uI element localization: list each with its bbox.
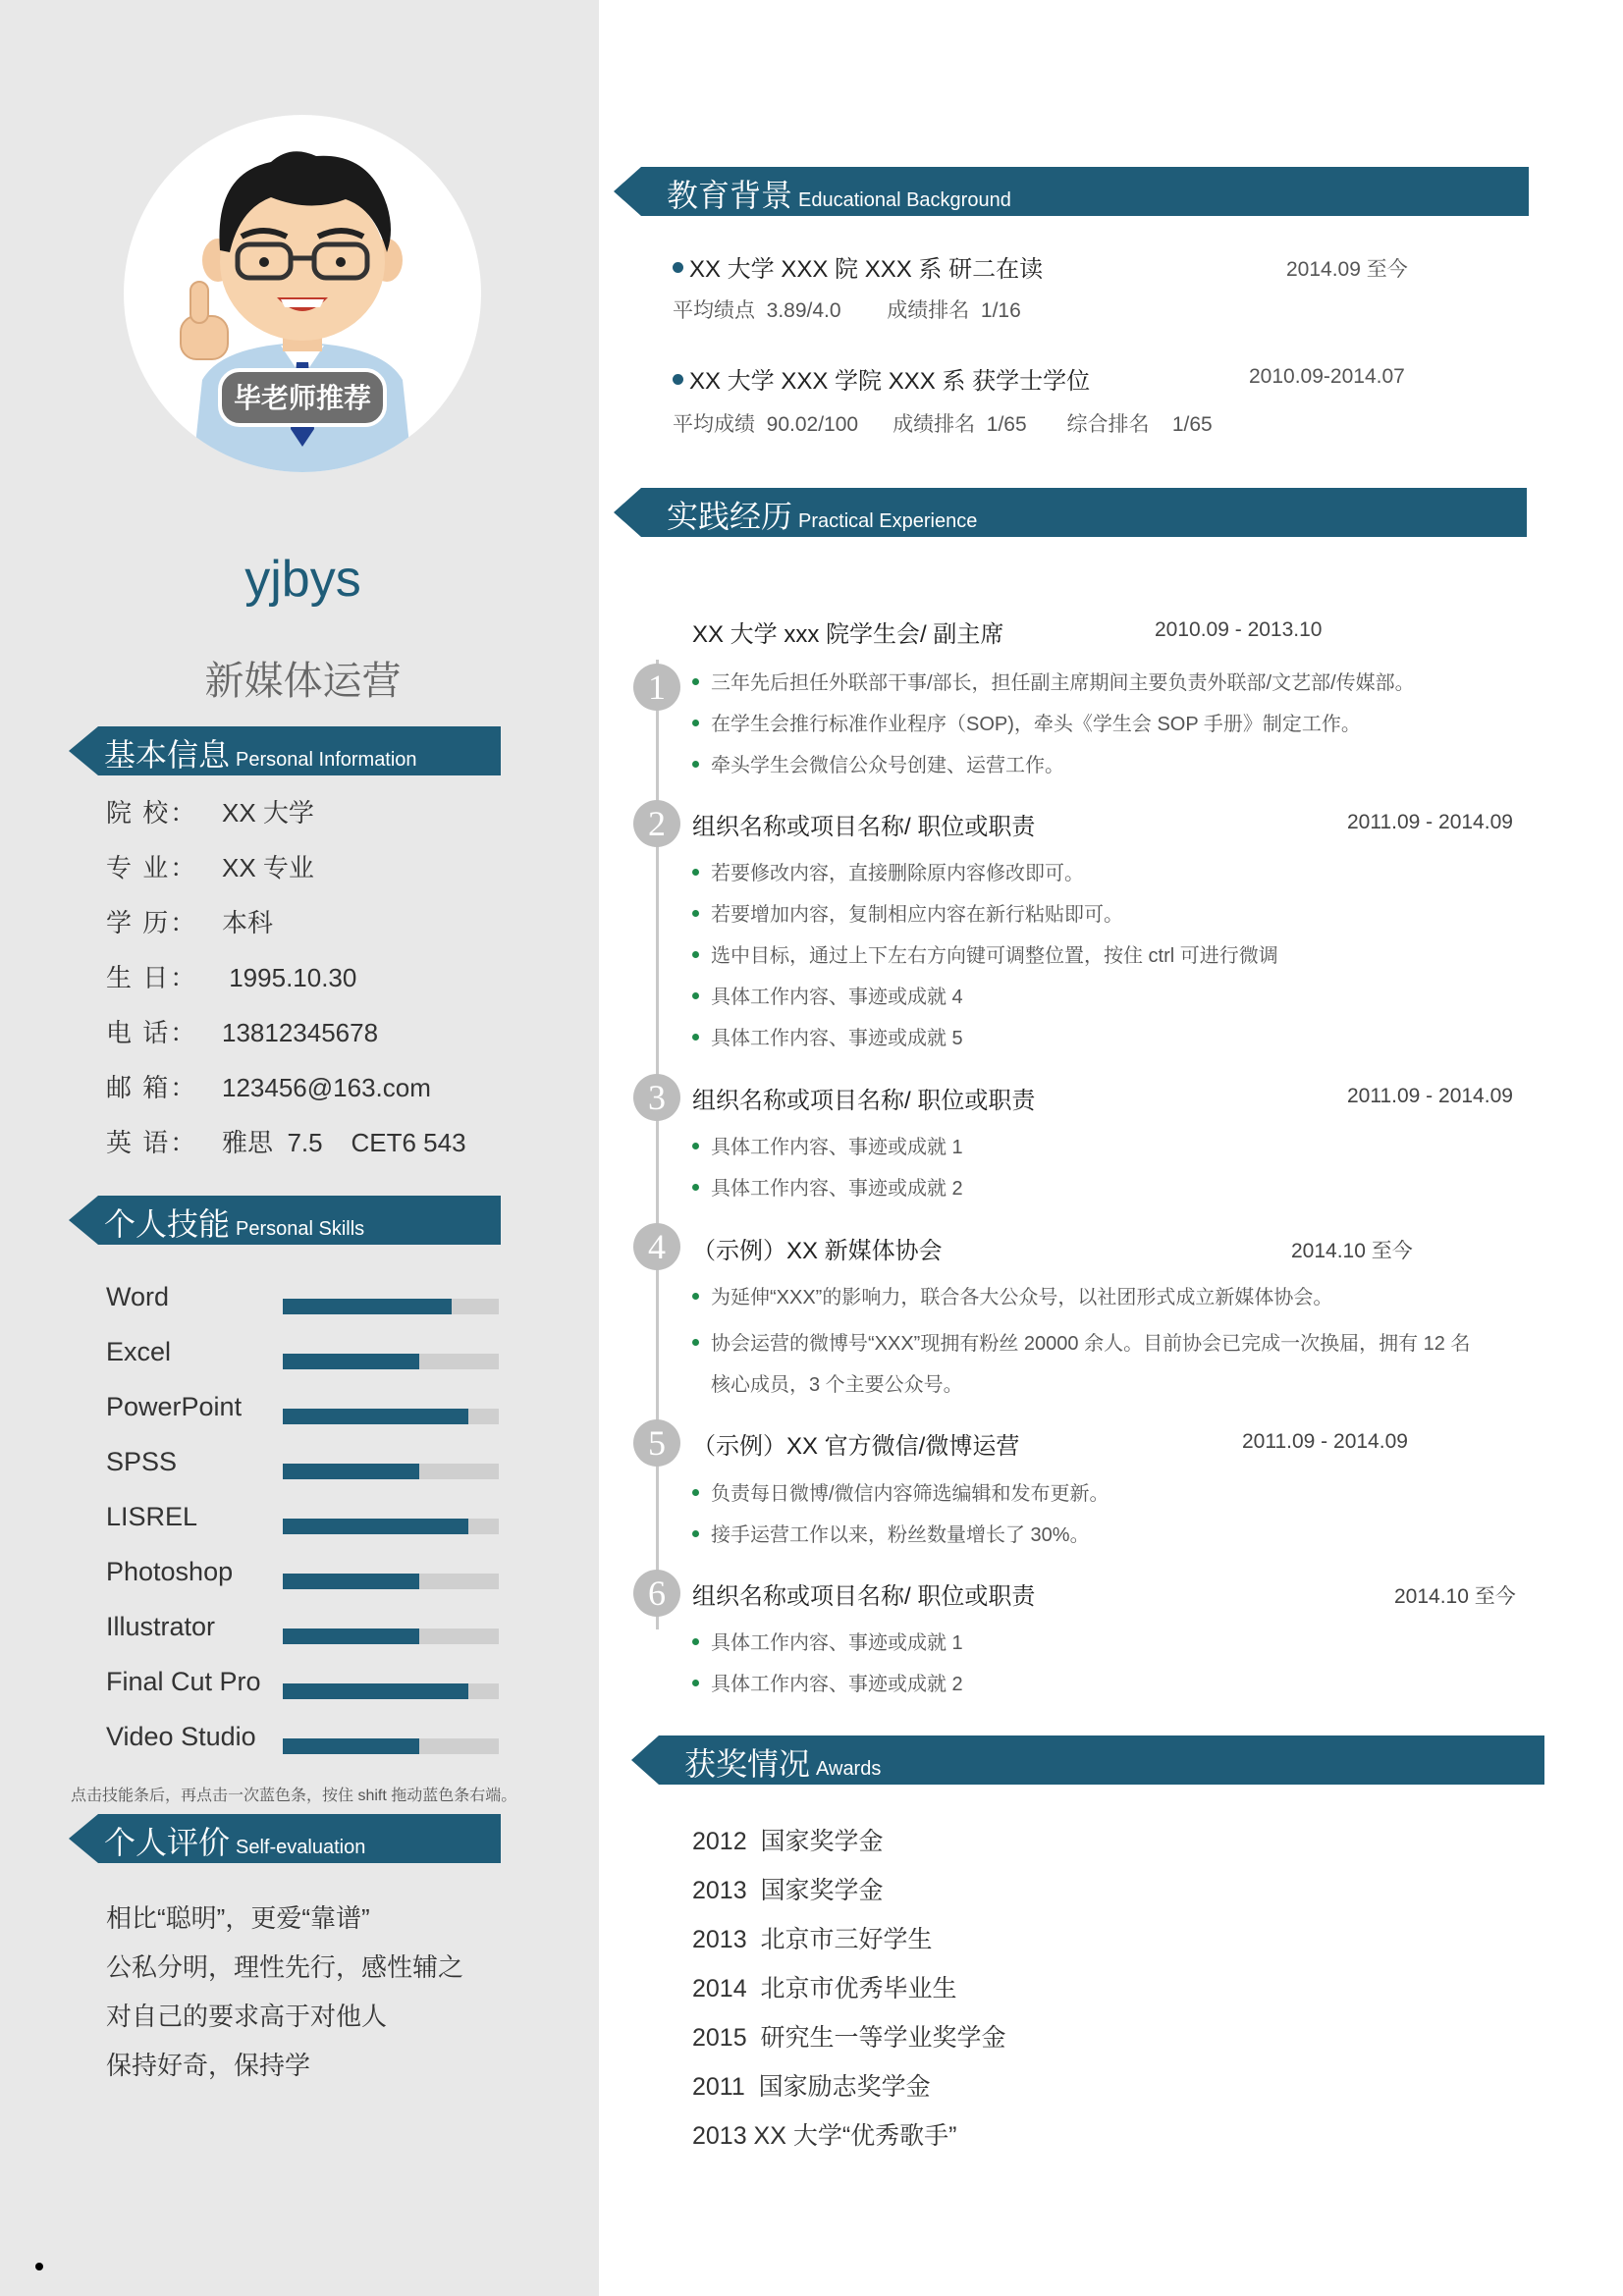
award-item: 2012 国家奖学金 xyxy=(692,1828,884,1855)
experience-item: 具体工作内容、事迹或成就 1 xyxy=(692,1627,963,1655)
info-row-major xyxy=(106,848,314,884)
experience-item: 在学生会推行标准作业程序（SOP)，牵头《学生会 SOP 手册》制定工作。 xyxy=(692,708,1361,736)
experience-entry-date: 2014.10 至今 xyxy=(1291,1240,1413,1262)
timeline-number: 5 xyxy=(633,1419,680,1467)
education-entry-detail: 平均绩点 3.89/4.0 成绩排名 1/16 xyxy=(673,299,1021,322)
skill-row xyxy=(106,1337,499,1376)
skill-bar-fill[interactable] xyxy=(283,1683,468,1699)
timeline-number: 4 xyxy=(633,1223,680,1270)
awards-banner xyxy=(631,1735,1544,1785)
experience-entry-title: （示例）XX 官方微信/微博运营 xyxy=(692,1433,1020,1460)
education-entry-title: XX 大学 XXX 院 XXX 系 研二在读 xyxy=(673,249,1043,284)
skill-name: Excel xyxy=(106,1337,172,1366)
skill-name: Final Cut Pro xyxy=(106,1667,261,1696)
bullet-icon xyxy=(692,992,699,999)
skill-bar-track[interactable] xyxy=(283,1683,499,1699)
info-row-school xyxy=(106,793,314,829)
experience-heading: 实践经历 xyxy=(667,499,793,534)
skill-bar-fill[interactable] xyxy=(283,1738,419,1754)
basic-info-heading-en: Personal Information xyxy=(236,749,417,771)
skill-row xyxy=(106,1502,499,1541)
info-label: 电 话： xyxy=(106,1018,198,1047)
award-item: 2013 国家奖学金 xyxy=(692,1877,884,1904)
skill-row xyxy=(106,1722,499,1761)
self-eval-banner xyxy=(69,1814,501,1863)
experience-item: 具体工作内容、事迹或成就 2 xyxy=(692,1172,963,1201)
self-eval-line: 相比“聪明”，更爱“靠谱” xyxy=(106,1903,370,1933)
bullet-icon xyxy=(673,262,683,273)
skill-bar-fill[interactable] xyxy=(283,1464,419,1479)
skill-bar-track[interactable] xyxy=(283,1464,499,1479)
award-item: 2013 北京市三好学生 xyxy=(692,1926,933,1953)
bullet-icon xyxy=(692,1638,699,1645)
education-entry-detail: 平均成绩 90.02/100 成绩排名 1/65 综合排名 1/65 xyxy=(673,413,1213,436)
timeline-number: 6 xyxy=(633,1570,680,1617)
skill-bar-fill[interactable] xyxy=(283,1574,419,1589)
skill-name: PowerPoint xyxy=(106,1392,243,1421)
skill-bar-track[interactable] xyxy=(283,1299,499,1314)
info-value: 1995.10.30 xyxy=(222,963,357,992)
education-heading: 教育背景 xyxy=(667,178,793,213)
experience-heading-en: Practical Experience xyxy=(798,510,978,532)
experience-entry-date: 2011.09 - 2014.09 xyxy=(1347,811,1513,833)
awards-heading: 获奖情况 xyxy=(684,1746,811,1782)
experience-entry-title: 组织名称或项目名称/ 职位或职责 xyxy=(692,1088,1036,1114)
timeline-number: 2 xyxy=(633,800,680,847)
experience-item: 三年先后担任外联部干事/部长，担任副主席期间主要负责外联部/文艺部/传媒部。 xyxy=(692,667,1415,695)
bullet-icon xyxy=(692,1034,699,1041)
info-row-degree xyxy=(106,903,273,939)
avatar xyxy=(124,115,481,472)
education-entry-title: XX 大学 XXX 学院 XXX 系 获学士学位 xyxy=(673,361,1090,396)
skill-bar-track[interactable] xyxy=(283,1738,499,1754)
skills-heading: 个人技能 xyxy=(104,1206,231,1242)
bullet-icon xyxy=(692,910,699,917)
experience-item: 选中目标，通过上下左右方向键可调整位置，按住 ctrl 可进行微调 xyxy=(692,939,1278,968)
bullet-icon xyxy=(692,678,699,685)
bullet-icon xyxy=(692,1293,699,1300)
experience-banner xyxy=(614,488,1527,537)
bullet-icon xyxy=(692,1143,699,1149)
info-value: 雅思 7.5 CET6 543 xyxy=(222,1128,466,1157)
experience-item: 牵头学生会微信公众号创建、运营工作。 xyxy=(692,749,1064,777)
info-label: 学 历： xyxy=(106,908,198,937)
award-item: 2011 国家励志奖学金 xyxy=(692,2073,931,2101)
bullet-icon xyxy=(692,951,699,958)
award-item: 2014 北京市优秀毕业生 xyxy=(692,1975,957,2002)
education-heading-en: Educational Background xyxy=(798,189,1011,211)
bullet-icon xyxy=(692,1339,699,1346)
education-entry-date: 2014.09 至今 xyxy=(1286,258,1408,281)
experience-item: 具体工作内容、事迹或成就 5 xyxy=(692,1022,963,1050)
info-value: 本科 xyxy=(222,908,274,937)
experience-item: 若要修改内容，直接删除原内容修改即可。 xyxy=(692,857,1084,885)
skill-bar-fill[interactable] xyxy=(283,1299,452,1314)
awards-heading-en: Awards xyxy=(816,1758,882,1780)
self-eval-heading: 个人评价 xyxy=(104,1825,231,1860)
self-eval-heading-en: Self-evaluation xyxy=(236,1837,366,1858)
bullet-icon xyxy=(692,1680,699,1686)
skill-bar-track[interactable] xyxy=(283,1354,499,1369)
bullet-icon xyxy=(692,1184,699,1191)
bullet-icon xyxy=(692,720,699,726)
experience-item-continuation: 核心成员，3 个主要公众号。 xyxy=(711,1374,963,1396)
bullet-icon xyxy=(673,374,683,385)
info-label: 专 业： xyxy=(106,853,198,882)
experience-item: 若要增加内容，复制相应内容在新行粘贴即可。 xyxy=(692,898,1123,927)
skill-name: Word xyxy=(106,1282,170,1311)
experience-item: 负责每日微博/微信内容筛选编辑和发布更新。 xyxy=(692,1477,1109,1506)
bullet-icon xyxy=(692,761,699,768)
self-eval-line: 保持好奇，保持学 xyxy=(106,2051,311,2080)
award-item: 2015 研究生一等学业奖学金 xyxy=(692,2024,1006,2052)
skill-bar-fill[interactable] xyxy=(283,1354,419,1369)
info-label: 邮 箱： xyxy=(106,1073,198,1102)
info-label: 院 校： xyxy=(106,798,198,828)
award-item: 2013 XX 大学“优秀歌手” xyxy=(692,2122,957,2150)
skill-name: Video Studio xyxy=(106,1722,256,1751)
info-value: 13812345678 xyxy=(222,1018,379,1047)
candidate-name: yjbys xyxy=(244,551,361,608)
skill-name: LISREL xyxy=(106,1502,198,1531)
info-row-birthday xyxy=(106,958,356,994)
education-entry-date: 2010.09-2014.07 xyxy=(1249,365,1405,388)
cartoon-portrait-icon xyxy=(124,115,481,472)
skill-bar-fill[interactable] xyxy=(283,1409,468,1424)
experience-entry-date: 2011.09 - 2014.09 xyxy=(1347,1085,1513,1107)
skills-banner xyxy=(69,1196,501,1245)
timeline-number: 1 xyxy=(633,664,680,711)
info-value: XX 专业 xyxy=(222,853,314,882)
experience-entry-date: 2010.09 - 2013.10 xyxy=(1155,618,1323,641)
info-value: XX 大学 xyxy=(222,798,314,828)
experience-entry-title: 组织名称或项目名称/ 职位或职责 xyxy=(692,814,1036,840)
bullet-icon xyxy=(692,1530,699,1537)
info-row-email xyxy=(106,1068,431,1104)
basic-info-banner xyxy=(69,726,501,775)
basic-info-heading: 基本信息 xyxy=(104,737,231,773)
info-value: 123456@163.com xyxy=(222,1073,431,1102)
skill-row xyxy=(106,1612,499,1651)
timeline-number: 3 xyxy=(633,1074,680,1121)
experience-entry-title: XX 大学 xxx 院学生会/ 副主席 xyxy=(692,621,1004,648)
skills-hint: 点击技能条后，再点击一次蓝色条，按住 shift 拖动蓝色条右端。 xyxy=(71,1788,517,1804)
skill-name: Illustrator xyxy=(106,1612,216,1641)
skill-bar-fill[interactable] xyxy=(283,1629,419,1644)
skill-row xyxy=(106,1557,499,1596)
skill-name: SPSS xyxy=(106,1447,178,1476)
experience-entry-date: 2014.10 至今 xyxy=(1394,1585,1516,1608)
avatar-caption: 毕老师推荐 xyxy=(233,382,372,414)
self-eval-line: 公私分明，理性先行，感性辅之 xyxy=(106,1952,464,1982)
education-banner xyxy=(614,167,1529,216)
skill-name: Photoshop xyxy=(106,1557,234,1586)
experience-item: 接手运营工作以来，粉丝数量增长了 30%。 xyxy=(692,1519,1090,1547)
skill-row xyxy=(106,1392,499,1431)
experience-item: 为延伸“XXX”的影响力，联合各大公众号，以社团形式成立新媒体协会。 xyxy=(692,1281,1332,1309)
skill-row xyxy=(106,1282,499,1321)
skills-heading-en: Personal Skills xyxy=(236,1218,365,1240)
experience-entry-title: （示例）XX 新媒体协会 xyxy=(692,1238,943,1264)
experience-entry-title: 组织名称或项目名称/ 职位或职责 xyxy=(692,1583,1036,1610)
skill-row xyxy=(106,1667,499,1706)
candidate-role: 新媒体运营 xyxy=(204,660,402,703)
page-marker-dot xyxy=(35,2263,43,2270)
experience-item: 具体工作内容、事迹或成就 1 xyxy=(692,1131,963,1159)
experience-item: 协会运营的微博号“XXX”现拥有粉丝 20000 余人。目前协会已完成一次换届，拥有 12 名 xyxy=(692,1327,1470,1356)
info-row-phone xyxy=(106,1013,378,1049)
experience-item: 具体工作内容、事迹或成就 4 xyxy=(692,981,963,1009)
info-row-english xyxy=(106,1123,466,1159)
skill-row xyxy=(106,1447,499,1486)
skill-bar-fill[interactable] xyxy=(283,1519,468,1534)
bullet-icon xyxy=(692,1489,699,1496)
bullet-icon xyxy=(692,869,699,876)
skill-bar-track[interactable] xyxy=(283,1574,499,1589)
self-eval-line: 对自己的要求高于对他人 xyxy=(106,2002,388,2031)
skill-bar-track[interactable] xyxy=(283,1629,499,1644)
skill-bar-track[interactable] xyxy=(283,1519,499,1534)
experience-entry-date: 2011.09 - 2014.09 xyxy=(1242,1430,1408,1453)
info-label: 英 语： xyxy=(106,1128,198,1157)
info-label: 生 日： xyxy=(106,963,198,992)
experience-item: 具体工作内容、事迹或成就 2 xyxy=(692,1668,963,1696)
skill-bar-track[interactable] xyxy=(283,1409,499,1424)
